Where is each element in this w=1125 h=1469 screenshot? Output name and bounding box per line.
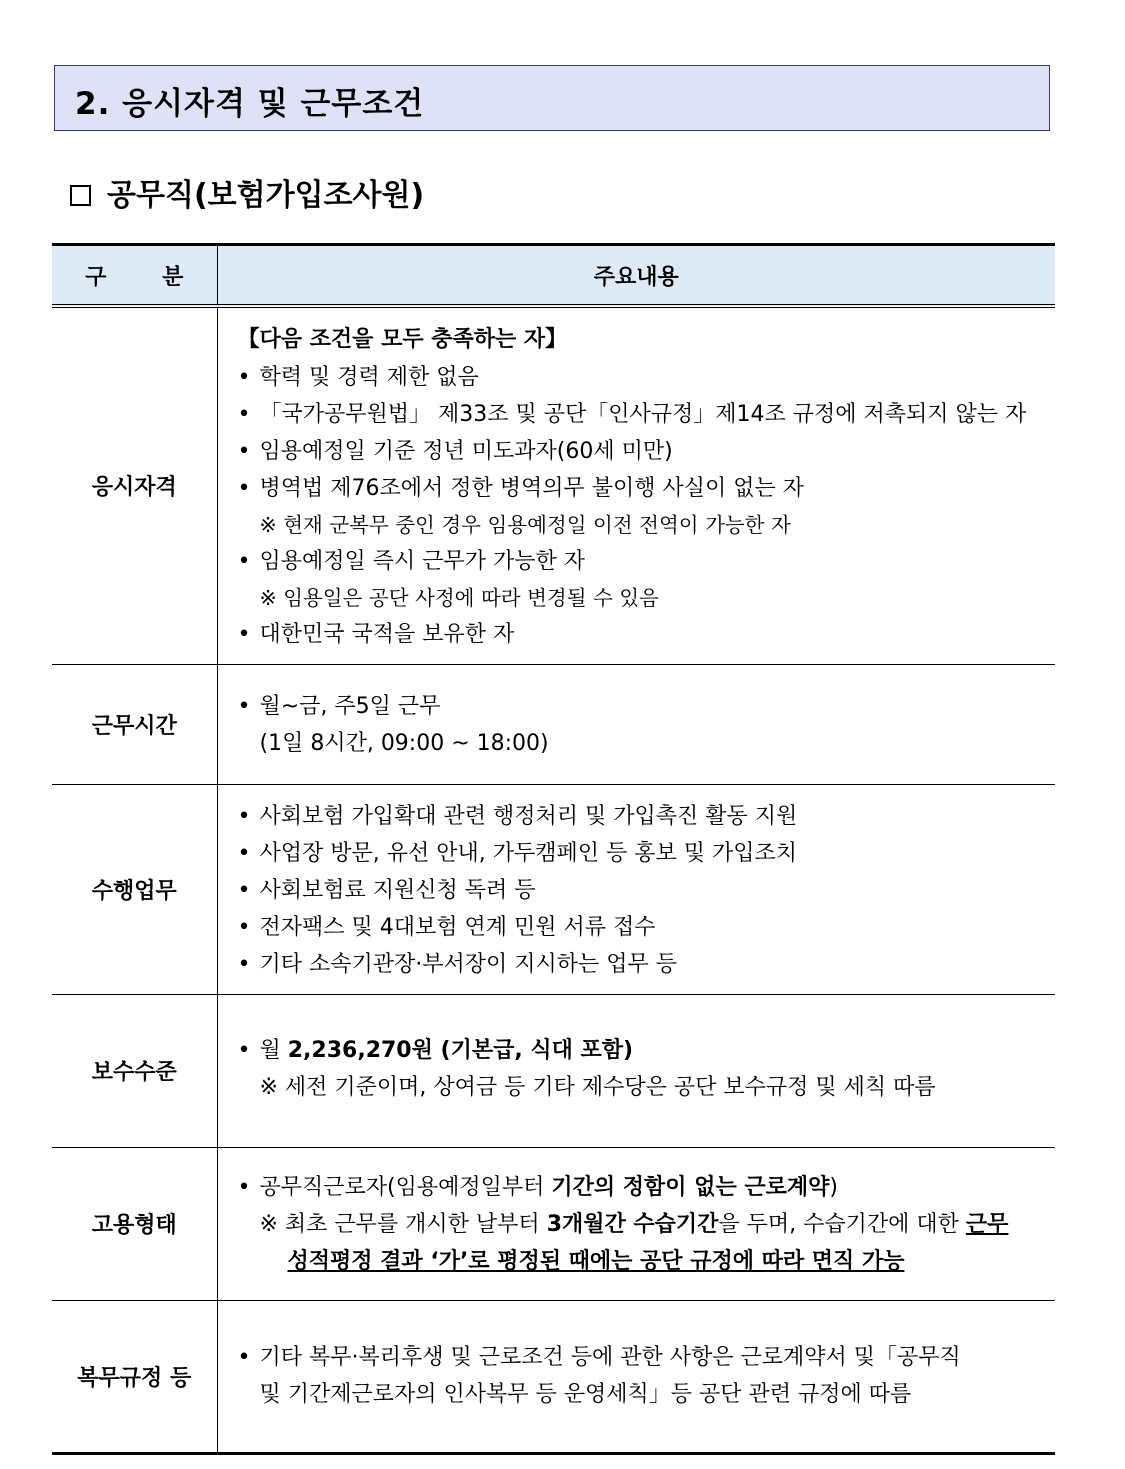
pay-amount: 2,236,270원 (기본급, 식대 포함) bbox=[287, 1037, 634, 1063]
list-item: • 병역법 제76조에서 정한 병역의무 불이행 사실이 없는 자 bbox=[218, 470, 1056, 507]
content-service bbox=[217, 1300, 1055, 1453]
list-item: • 월~금, 주5일 근무 bbox=[218, 688, 1056, 725]
pay-prefix: 월 bbox=[259, 1037, 288, 1063]
conditions-table bbox=[52, 243, 1055, 1455]
list-note: ※ 현재 군복무 중인 경우 임용예정일 이전 전역이 가능한 자 bbox=[259, 513, 791, 537]
header-category: 구 분 bbox=[52, 245, 217, 307]
list-item: • 대한민국 국적을 보유한 자 bbox=[218, 616, 1056, 653]
table-row-pay bbox=[52, 994, 1055, 1147]
list-note bbox=[218, 1206, 1056, 1243]
list-item bbox=[218, 1169, 1056, 1206]
content-duties bbox=[217, 784, 1055, 994]
note-text-mid: 을 두며, 수습기간에 대한 bbox=[718, 1211, 966, 1237]
section-title: 2. 응시자격 및 근무조건 bbox=[75, 86, 425, 122]
employment-bold: 기간의 정함이 없는 근로계약 bbox=[551, 1174, 830, 1200]
note-text: ※ 최초 근무를 개시한 날부터 bbox=[259, 1211, 547, 1237]
list-item-sub: (1일 8시간, 09:00 ~ 18:00) bbox=[259, 730, 549, 756]
list-item: • 전자팩스 및 4대보험 연계 민원 서류 접수 bbox=[218, 909, 1056, 946]
label-employment: 고용형태 bbox=[52, 1147, 217, 1300]
content-eligibility bbox=[217, 306, 1055, 664]
list-item: • 임용예정일 기준 정년 미도과자(60세 미만) bbox=[218, 433, 1056, 470]
table-row-employment bbox=[52, 1147, 1055, 1300]
label-pay: 보수수준 bbox=[52, 994, 217, 1147]
content-employment bbox=[217, 1147, 1055, 1300]
list-item: • 기타 복무·복리후생 및 근로조건 등에 관한 사항은 근로계약서 및「공무직 bbox=[218, 1339, 1056, 1376]
table-header-row bbox=[52, 245, 1055, 307]
list-note-cont bbox=[218, 1243, 1056, 1280]
section-title-box bbox=[54, 65, 1050, 131]
employment-text: 공무직근로자(임용예정일부터 bbox=[259, 1174, 552, 1200]
list-item: • 사업장 방문, 유선 안내, 가두캠페인 등 홍보 및 가입조치 bbox=[218, 835, 1056, 872]
label-eligibility: 응시자격 bbox=[52, 306, 217, 664]
note-bold: 3개월간 수습기간 bbox=[546, 1211, 719, 1237]
list-note: ※ 세전 기준이며, 상여금 등 기타 제수당은 공단 보수규정 및 세칙 따름 bbox=[259, 1074, 936, 1100]
subheading bbox=[70, 170, 424, 214]
label-service: 복무규정 등 bbox=[52, 1300, 217, 1453]
table-row-service bbox=[52, 1300, 1055, 1453]
list-item: • 「국가공무원법」 제33조 및 공단「인사규정」제14조 규정에 저촉되지 않는 자 bbox=[218, 396, 1056, 433]
list-note: ※ 임용일은 공단 사정에 따라 변경될 수 있음 bbox=[259, 586, 659, 610]
checkbox-icon bbox=[70, 185, 91, 206]
note-underline: 근무 bbox=[965, 1211, 1009, 1237]
label-duties: 수행업무 bbox=[52, 784, 217, 994]
list-item: • 기타 소속기관장·부서장이 지시하는 업무 등 bbox=[218, 946, 1056, 983]
list-item: • 사회보험 가입확대 관련 행정처리 및 가입촉진 활동 지원 bbox=[218, 798, 1056, 835]
list-item: • 사회보험료 지원신청 독려 등 bbox=[218, 872, 1056, 909]
employment-text-end: ) bbox=[829, 1174, 838, 1200]
table-row-hours bbox=[52, 664, 1055, 784]
content-hours bbox=[217, 664, 1055, 784]
note-underline-cont: 성적평정 결과 ‘가’로 평정된 때에는 공단 규정에 따라 면직 가능 bbox=[287, 1248, 905, 1274]
list-item: • 학력 및 경력 제한 없음 bbox=[218, 359, 1056, 396]
content-pay bbox=[217, 994, 1055, 1147]
list-item: • 임용예정일 즉시 근무가 가능한 자 bbox=[218, 543, 1056, 580]
eligibility-intro: 【다음 조건을 모두 충족하는 자】 bbox=[237, 327, 568, 352]
header-content: 주요내용 bbox=[217, 245, 1055, 307]
table-row-eligibility bbox=[52, 306, 1055, 664]
list-item-cont: 및 기간제근로자의 인사복무 등 운영세칙」등 공단 관련 규정에 따름 bbox=[259, 1381, 912, 1407]
subheading-text: 공무직(보험가입조사원) bbox=[107, 178, 425, 213]
table-row-duties bbox=[52, 784, 1055, 994]
list-item bbox=[218, 1032, 1056, 1069]
label-hours: 근무시간 bbox=[52, 664, 217, 784]
